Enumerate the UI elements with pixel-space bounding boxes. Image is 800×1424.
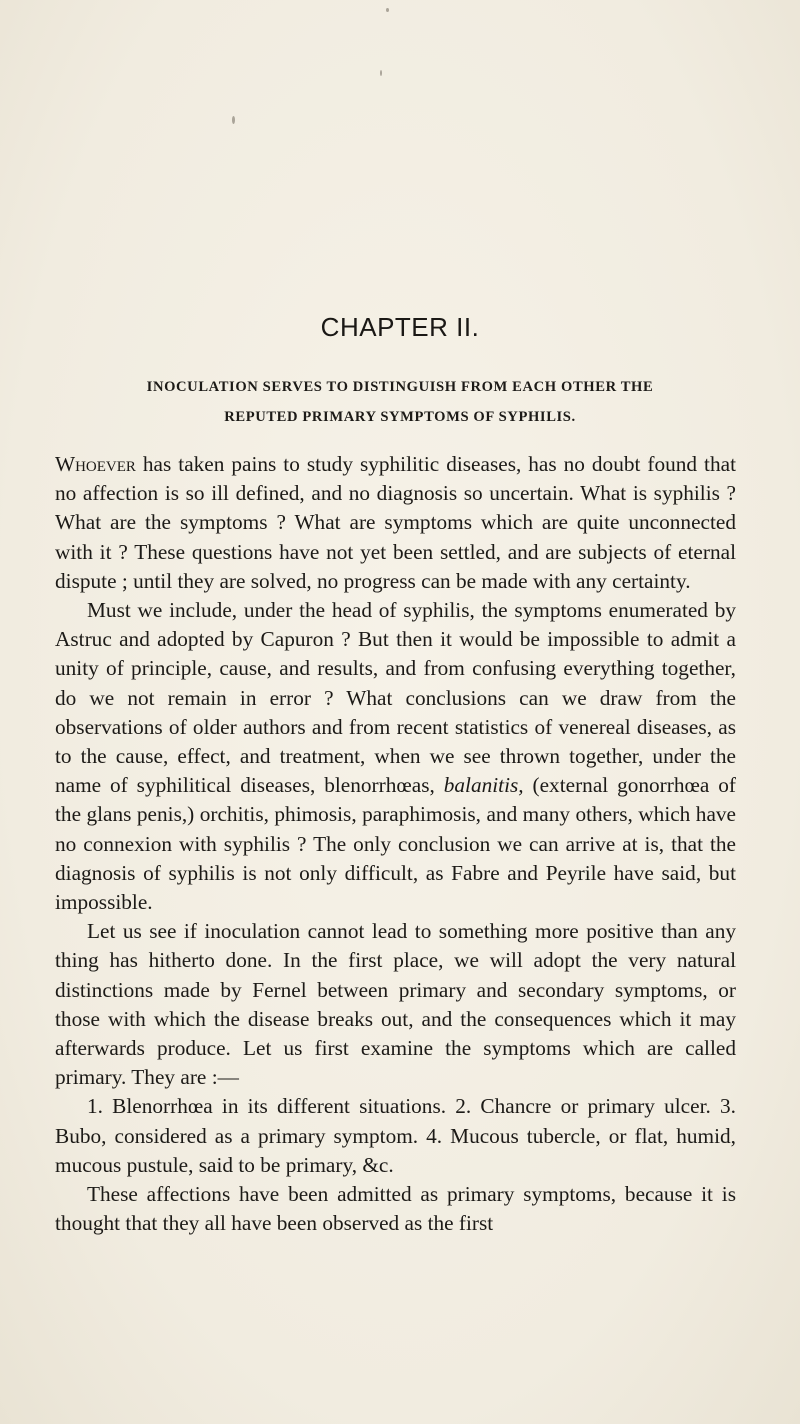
paragraph-3: Let us see if inoculation cannot lead to something more positive than any thing has hitherto done. In the first place, we will adopt the very natural distinctions made by Fernel between primary and secondary symptoms, or those with which the disease breaks out, and the consequences which it may afterwards produce. Let us first examine the symptoms which are called primary. They are :— [55,919,736,1090]
paragraph-2 [55,596,736,917]
chapter-title: CHAPTER II. [320,312,480,342]
chapter-body [55,450,736,1238]
paper-speck [386,8,389,12]
paper-speck [232,116,235,124]
paragraph-2-text-b: (external gonorrhœa of the glans penis,) orchitis, phimosis, paraphimosis, and many others, which have no connexion with syphilis ? The only conclusion we can arrive at is, that the diagnosis of syphilis is not only difficult, as Fabre and Peyrile have said, but impossible. [55,773,736,915]
paragraph-1-lead-word: Whoever [55,452,136,476]
paper-speck [380,70,382,76]
paragraph-4: 1. Blenorrhœa in its different situations. 2. Chancre or primary ulcer. 3. Bubo, considered as a primary symptom. 4. Mucous tubercle, or flat, humid, mucous pustule, said to be primary, &c. [55,1094,736,1177]
paragraph-5: These affections have been admitted as primary symptoms, because it is thought that they all have been observed as the first [55,1182,736,1236]
paragraph-1-text: has taken pains to study syphilitic diseases, has no doubt found that no affection is so ill defined, and no diagnosis so uncertain. What is syphilis ? What are the symptoms ? What are symptoms which are quite unconnected with it ? These questions have not yet been settled, and are subjects of eternal dispute ; until they are solved, no progress can be made with any certainty. [55,452,736,593]
chapter-subtitle-line-2: REPUTED PRIMARY SYMPTOMS OF SYPHILIS. [224,409,576,425]
chapter-subtitle-line-1: INOCULATION SERVES TO DISTINGUISH FROM EACH OTHER THE [146,379,654,395]
paragraph-2-italic: balanitis, [443,773,524,798]
chapter-subtitle [70,372,730,432]
paragraph-1 [55,450,736,596]
paragraph-2-text-a: Must we include, under the head of syphilis, the symptoms enumerated by Astruc and adopted by Capuron ? But then it would be impossible to admit a unity of principle, cause, and results, and from confusing everything together, do we not remain in error ? What conclusions can we draw from the observations of older authors and from recent statistics of venereal diseases, as to the cause, effect, and treatment, when we see thrown together, under the name of syphilitical diseases, blenorrhœas, [55,598,736,798]
